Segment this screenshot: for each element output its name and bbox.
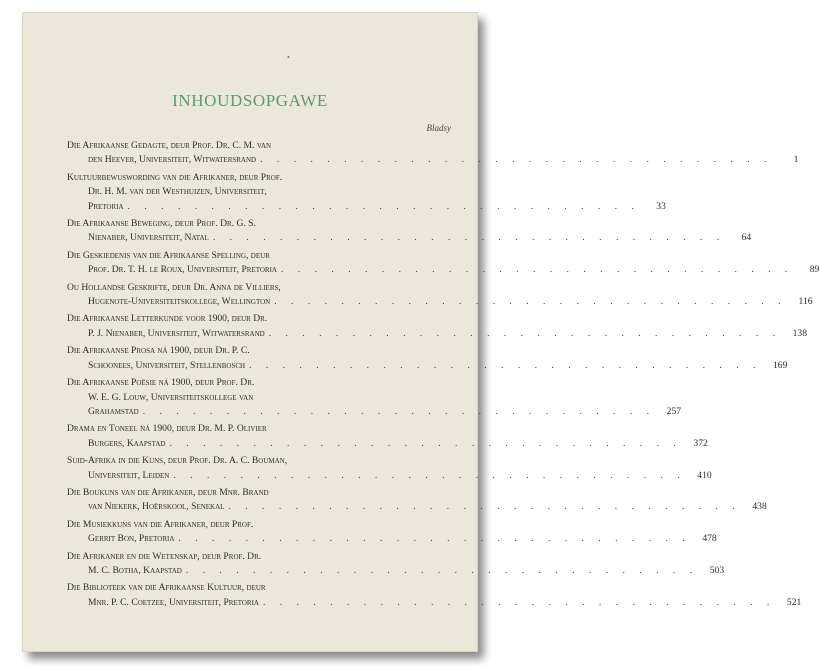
toc-leader-dots: . . . . . . . . . . . . . . . . . . . . . . . . . . . . . . . bbox=[249, 359, 762, 371]
toc-page-number: 372 bbox=[693, 437, 708, 449]
toc-page-number: 33 bbox=[656, 200, 666, 212]
toc-page-number: 138 bbox=[792, 327, 808, 339]
toc-entry bbox=[67, 249, 819, 278]
toc-entry-line bbox=[67, 532, 717, 546]
toc-entry-text: Suid-Afrika in die Kuns, deur Prof. Dr. A. C. Bouman, bbox=[67, 455, 288, 467]
toc-entry-line bbox=[67, 217, 452, 231]
toc-entry-line bbox=[67, 327, 808, 341]
toc-page-number: 257 bbox=[666, 405, 682, 417]
book-page bbox=[22, 12, 819, 652]
toc-entry-line bbox=[67, 518, 452, 532]
toc-entry-line bbox=[67, 391, 452, 405]
toc-entry-text: Die Afrikaner en die Wetenskap, deur Prof. Dr. bbox=[67, 550, 262, 562]
toc-entry-line bbox=[67, 422, 452, 436]
toc-entry-line bbox=[67, 295, 813, 309]
toc-leader-dots: . . . . . . . . . . . . . . . . . . . . . . . . . . . . . . . bbox=[185, 564, 699, 576]
toc-entry-line bbox=[67, 454, 452, 468]
toc-entry-line bbox=[67, 263, 819, 277]
toc-entry-line bbox=[67, 486, 452, 500]
toc-entry-text: van Niekerk, Hoërskool, Senekal bbox=[88, 501, 225, 513]
toc-entry bbox=[67, 422, 708, 451]
toc-entry-text: Die Afrikaanse Gedagte, deur Prof. Dr. C. M. van bbox=[67, 140, 272, 151]
toc-entry bbox=[67, 550, 725, 579]
toc-entry-text: Ou Hollandse Geskrifte, deur Dr. Anna de Villiers, bbox=[67, 281, 281, 293]
toc-entry-text: Burgers, Kaapstad bbox=[88, 437, 166, 449]
toc-entry-line bbox=[67, 550, 452, 564]
toc-entry-line bbox=[67, 500, 767, 514]
toc-leader-dots: . . . . . . . . . . . . . . . . . . . . . . . . . . . . . . . bbox=[212, 232, 726, 244]
toc-entry-line bbox=[67, 359, 788, 373]
toc-entry bbox=[67, 376, 682, 419]
toc-entry-line bbox=[67, 437, 708, 451]
toc-leader-dots: . . . . . . . . . . . . . . . . . . . . . . . . . . . . . . . bbox=[260, 154, 773, 166]
toc-entry-text: Gerrit Bon, Pretoria bbox=[88, 533, 175, 545]
toc-entry bbox=[67, 518, 717, 547]
toc-leader-dots: . . . . . . . . . . . . . . . . . . . . . . . . . . . . . . . bbox=[127, 200, 640, 212]
toc-entry-line bbox=[67, 581, 452, 595]
toc-entry-line bbox=[67, 139, 452, 153]
toc-leader-dots: . . . . . . . . . . . . . . . . . . . . . . . . . . . . . . . bbox=[142, 405, 656, 417]
toc-entry-line bbox=[67, 405, 682, 419]
toc-entry-line bbox=[67, 596, 802, 610]
toc-entry-line bbox=[67, 312, 452, 326]
toc-page-number: 169 bbox=[773, 359, 788, 371]
toc-entry-line bbox=[67, 231, 752, 245]
toc-entry-text: W. E. G. Louw, Universiteitskollege van bbox=[88, 391, 254, 403]
toc-entry bbox=[67, 344, 788, 373]
toc-entry-line bbox=[67, 376, 452, 390]
toc-entry bbox=[67, 139, 799, 168]
toc-entry bbox=[67, 171, 666, 214]
toc-entry-text: Kultuurbewuswording van die Afrikaner, deur Prof. bbox=[67, 171, 283, 183]
toc-page-number: 410 bbox=[697, 469, 712, 481]
page-column-label: Bladsy bbox=[426, 123, 451, 133]
toc-entry-line bbox=[67, 200, 666, 214]
toc-entry bbox=[67, 281, 813, 310]
toc-page-number: 1 bbox=[793, 154, 799, 166]
toc-entry-line bbox=[67, 185, 452, 199]
toc-entry-text: Die Afrikaanse Letterkunde voor 1900, deur Dr. bbox=[67, 313, 268, 325]
toc-entry-text: Die Geskiedenis van die Afrikaanse Spelling, deur bbox=[67, 249, 270, 261]
toc-entry-text: Die Musiekkuns van die Afrikaner, deur Prof. bbox=[67, 518, 254, 530]
toc-leader-dots: . . . . . . . . . . . . . . . . . . . . . . . . . . . . . . . bbox=[274, 296, 787, 308]
toc-entry-text: Grahamstad bbox=[88, 405, 139, 417]
toc-page-number: 89 bbox=[809, 264, 819, 276]
toc-entry-text: Schoonees, Universiteit, Stellenbosch bbox=[88, 359, 246, 371]
toc-entry-text: Die Afrikaanse Beweging, deur Prof. Dr. G. S. bbox=[67, 218, 256, 230]
toc-leader-dots: . . . . . . . . . . . . . . . . . . . . . . . . . . . . . . . bbox=[281, 264, 794, 276]
toc-entry-text: Mnr. P. C. Coetzee, Universiteit, Pretoria bbox=[88, 596, 259, 608]
toc-entry-text: Dr. H. M. van der Westhuizen, Universiteit, bbox=[88, 186, 267, 198]
toc-entry-text: Pretoria bbox=[88, 200, 124, 212]
toc-page-number: 478 bbox=[702, 533, 717, 545]
toc-page-number: 64 bbox=[741, 232, 752, 244]
toc-entry-text: den Heever, Universiteit, Witwatersrand bbox=[88, 154, 257, 166]
table-of-contents bbox=[67, 139, 819, 613]
toc-entry-text: Die Afrikaanse Poësie ná 1900, deur Prof. Dr. bbox=[67, 377, 255, 389]
page-mark: • bbox=[287, 53, 290, 62]
toc-entry-text: Drama en Toneel ná 1900, deur Dr. M. P. Olivier bbox=[67, 423, 267, 435]
toc-entry-line bbox=[67, 153, 799, 167]
toc-entry-line bbox=[67, 281, 452, 295]
toc-page-number: 521 bbox=[786, 596, 802, 608]
toc-entry-line bbox=[67, 171, 452, 185]
toc-entry-line bbox=[67, 344, 452, 358]
toc-leader-dots: . . . . . . . . . . . . . . . . . . . . . . . . . . . . . . . bbox=[268, 327, 782, 339]
toc-page-number: 503 bbox=[709, 564, 725, 576]
toc-leader-dots: . . . . . . . . . . . . . . . . . . . . . . . . . . . . . . . bbox=[178, 533, 691, 545]
toc-leader-dots: . . . . . . . . . . . . . . . . . . . . . . . . . . . . . . . bbox=[262, 596, 776, 608]
toc-entry-line bbox=[67, 564, 725, 578]
toc-entry-text: Prof. Dr. T. H. le Roux, Universiteit, Pretoria bbox=[88, 264, 277, 276]
toc-entry-text: Die Biblioteek van die Afrikaanse Kultuur, deur bbox=[67, 582, 266, 594]
toc-leader-dots: . . . . . . . . . . . . . . . . . . . . . . . . . . . . . . . bbox=[228, 501, 741, 513]
page-title: INHOUDSOPGAWE bbox=[172, 91, 328, 110]
toc-entry bbox=[67, 454, 712, 483]
toc-leader-dots: . . . . . . . . . . . . . . . . . . . . . . . . . . . . . . . bbox=[173, 469, 686, 481]
toc-entry-line bbox=[67, 469, 712, 483]
toc-entry bbox=[67, 217, 752, 246]
toc-entry bbox=[67, 581, 802, 610]
toc-entry-text: P. J. Nienaber, Universiteit, Witwatersrand bbox=[88, 327, 265, 339]
toc-entry-text: Die Afrikaanse Prosa ná 1900, deur Dr. P. C. bbox=[67, 345, 250, 357]
toc-page-number: 438 bbox=[752, 501, 767, 513]
toc-entry bbox=[67, 486, 767, 515]
toc-leader-dots: . . . . . . . . . . . . . . . . . . . . . . . . . . . . . . . bbox=[169, 437, 682, 449]
toc-entry-text: Hugenote-Universiteitskollege, Wellington bbox=[88, 296, 271, 308]
toc-entry bbox=[67, 312, 808, 341]
toc-entry-text: Universiteit, Leiden bbox=[88, 469, 170, 481]
toc-entry-line bbox=[67, 249, 452, 263]
toc-entry-text: Nienaber, Universiteit, Natal bbox=[88, 232, 209, 244]
toc-entry-text: Die Boukuns van die Afrikaner, deur Mnr. Brand bbox=[67, 486, 269, 498]
toc-entry-text: M. C. Botha, Kaapstad bbox=[88, 564, 182, 576]
toc-page-number: 116 bbox=[798, 296, 813, 308]
